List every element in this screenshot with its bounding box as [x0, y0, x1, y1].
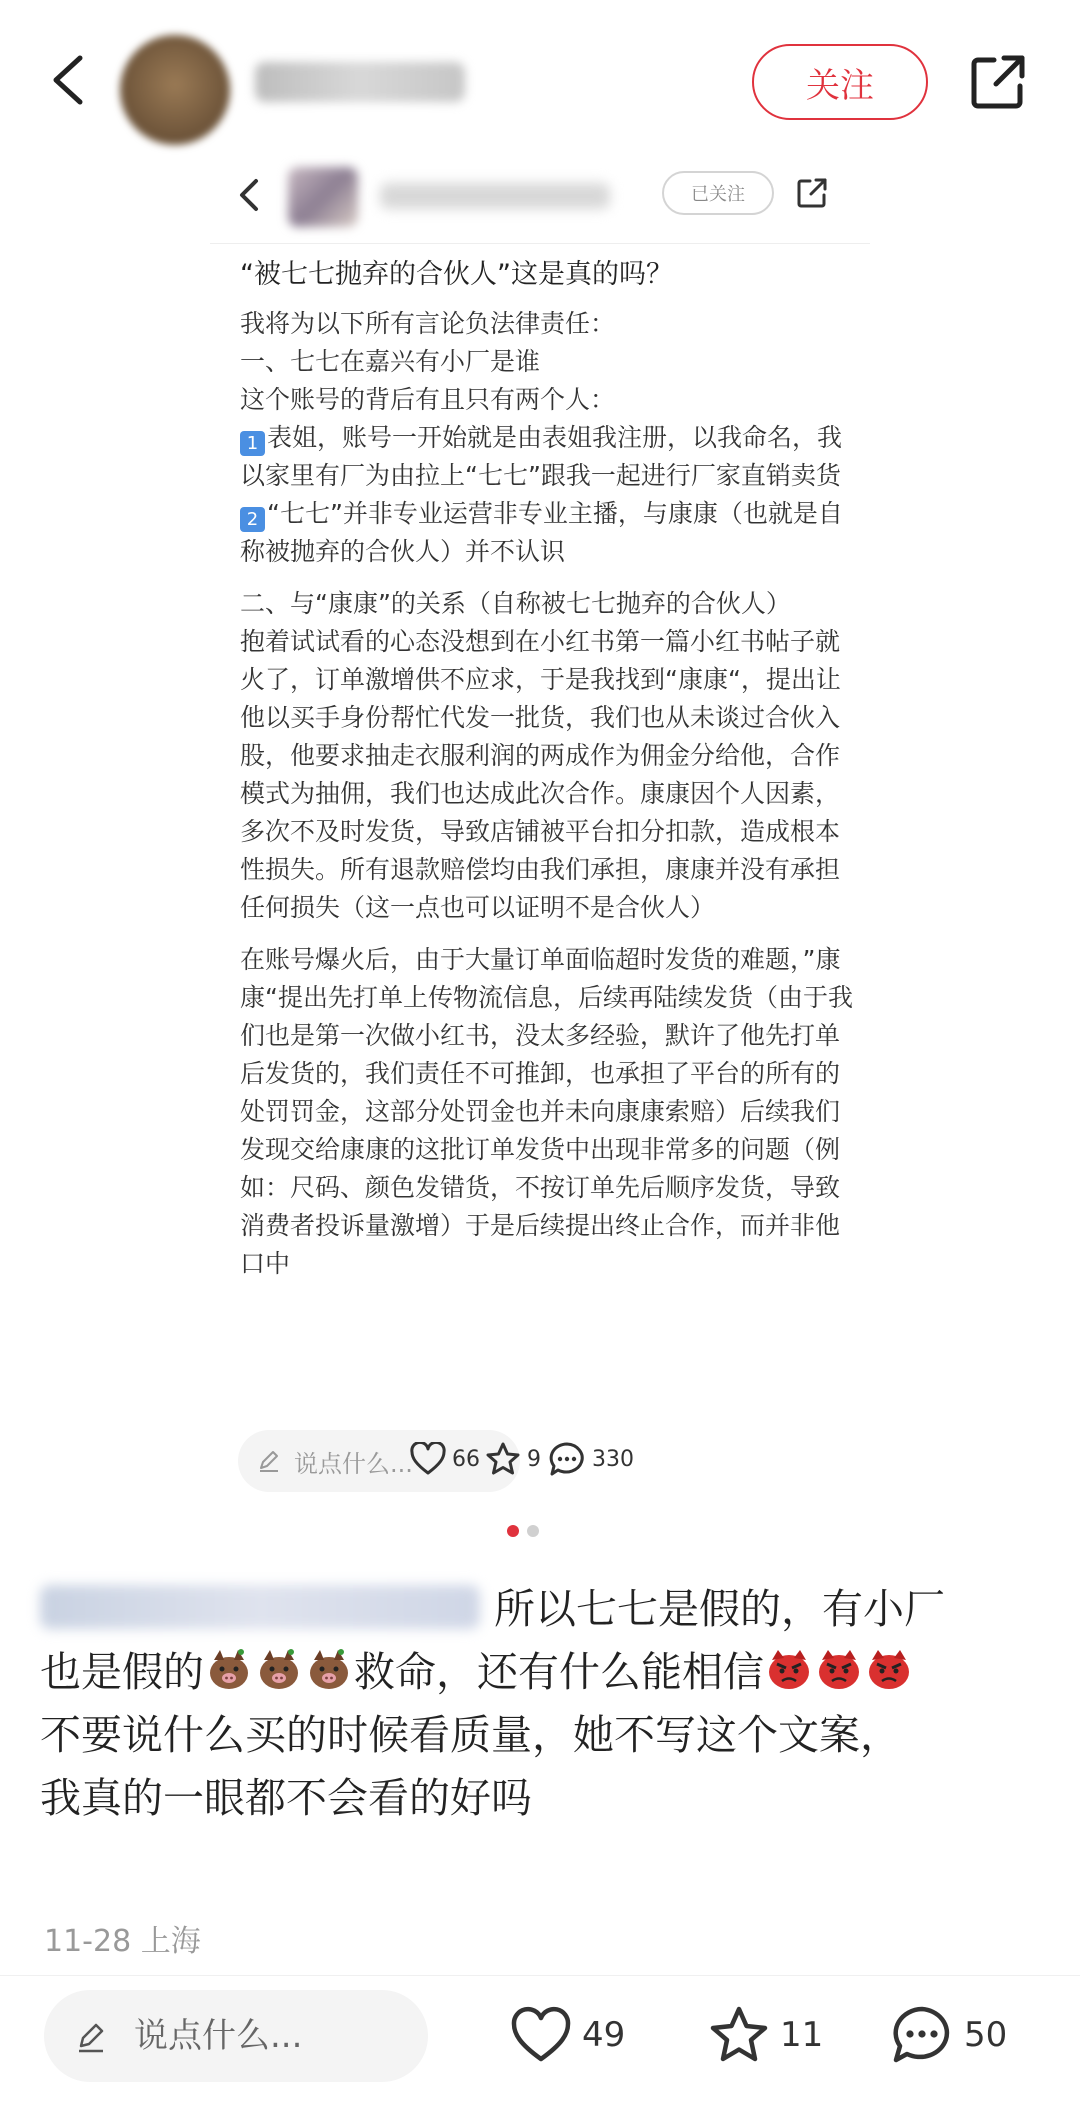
paragraph: 这个账号的背后有且只有两个人： [240, 385, 616, 414]
embedded-like-stat [410, 1437, 480, 1481]
embedded-bottom-bar [210, 1425, 870, 1495]
back-arrow-icon [232, 175, 266, 215]
embedded-post-title: “被七七抛弃的合伙人”这是真的吗？ [240, 259, 673, 290]
paragraph [240, 419, 862, 495]
top-bar [0, 0, 1080, 160]
embedded-avatar-blurred [288, 167, 358, 227]
paragraph-text: 表姐，账号一开始就是由表姐我注册，以我命名，我以家里有厂为由拉上“七七”跟我一起进行厂家直销卖货 [240, 423, 843, 490]
post-content [40, 1578, 1040, 1830]
angry-face-emoji [816, 1646, 862, 1692]
paragraph [240, 495, 862, 571]
mentioned-text-blurred [40, 1585, 480, 1629]
number-one-badge: 1 [240, 431, 265, 456]
angry-face-emoji [866, 1646, 912, 1692]
post-date-location: 11-28 上海 [44, 1924, 201, 1959]
author-name-blurred[interactable] [255, 62, 465, 102]
star-count: 9 [527, 1446, 541, 1472]
heart-icon [410, 1442, 446, 1476]
paragraph-text: “七七”并非专业运营非专业主播，与康康（也就是自称被抛弃的合伙人）并不认识 [240, 499, 843, 566]
comment-count: 330 [592, 1446, 634, 1472]
pig-face-emoji [206, 1646, 252, 1692]
back-arrow-icon[interactable] [40, 50, 100, 110]
comment-bubble-icon [548, 1441, 586, 1477]
share-icon [794, 175, 830, 211]
embedded-comment-stat [548, 1437, 634, 1481]
follow-button[interactable]: 关注 [752, 44, 928, 120]
embedded-followed-badge: 已关注 [662, 171, 774, 215]
bottom-action-bar [0, 1975, 1080, 2095]
comment-input[interactable] [44, 1990, 428, 2082]
post-line: 我真的一眼都不会看的好吗 [40, 1774, 532, 1822]
pig-face-emoji [306, 1646, 352, 1692]
number-two-badge: 2 [240, 507, 265, 532]
comment-placeholder: 说点什么... [134, 2016, 303, 2056]
post-line: 也是假的 [40, 1648, 204, 1696]
inactive-dot[interactable] [527, 1525, 539, 1537]
embedded-name-blurred [380, 183, 610, 209]
paragraph: 二、与“康康”的关系（自称被七七抛弃的合伙人） [240, 589, 791, 618]
comment-count: 50 [964, 2015, 1008, 2055]
embedded-star-stat [485, 1437, 541, 1481]
paragraph: 在账号爆火后，由于大量订单面临超时发货的难题，”康康“提出先打单上传物流信息，后续再陆续发货（由于我们也是第一次做小红书，没太多经验，默许了他先打单后发货的，我们责任不可推卸，也承担了平台的所有的处罚罚金，这部分处罚金也并未向康康索赔）后续我们发现交给康康的这批订单发货中出现非常多的问题（例如：尺码、颜色发错货，不按订单先后顺序发货，导致消费者投诉量激增）于是后续提出终止合作，而并非他口中 [240, 945, 853, 1278]
divider [0, 1975, 1080, 1976]
post-image-screenshot[interactable] [210, 155, 870, 1525]
pencil-icon [74, 2020, 108, 2054]
comment-bubble-icon [890, 2004, 954, 2066]
author-avatar[interactable] [120, 35, 230, 145]
star-button[interactable] [708, 2003, 823, 2067]
star-icon [708, 2004, 770, 2066]
divider [210, 243, 870, 244]
share-icon[interactable] [966, 50, 1030, 114]
embedded-post-body [240, 305, 862, 1283]
star-count: 11 [780, 2015, 824, 2055]
paragraph: 我将为以下所有言论负法律责任： [240, 309, 616, 338]
star-icon [485, 1441, 521, 1477]
heart-icon [510, 2006, 572, 2064]
post-line: 救命，还有什么能相信 [354, 1648, 764, 1696]
paragraph: 抱着试试看的心态没想到在小红书第一篇小红书帖子就火了，订单激增供不应求，于是我找到“康康“，提出让他以买手身份帮忙代发一批货，我们也从未谈过合伙入股，他要求抽走衣服利润的两成作为佣金分给他，合作模式为抽佣，我们也达成此次合作。康康因个人因素，多次不及时发货，导致店铺被平台扣分扣款，造成根本性损失。所有退款赔偿均由我们承担，康康并没有承担任何损失（这一点也可以证明不是合伙人） [240, 627, 841, 922]
pencil-icon [256, 1448, 282, 1474]
comment-button[interactable] [890, 2003, 1007, 2067]
angry-face-emoji [766, 1646, 812, 1692]
like-count: 66 [452, 1446, 480, 1472]
image-page-indicator [507, 1525, 547, 1539]
active-dot [507, 1525, 519, 1537]
comment-placeholder: 说点什么... [294, 1450, 413, 1478]
post-line: 所以七七是假的，有小厂 [494, 1585, 945, 1633]
post-line: 不要说什么买的时候看质量，她不写这个文案， [40, 1711, 901, 1759]
paragraph: 一、七七在嘉兴有小厂是谁 [240, 347, 541, 376]
like-count: 49 [582, 2015, 626, 2055]
like-button[interactable] [510, 2003, 625, 2067]
pig-face-emoji [256, 1646, 302, 1692]
